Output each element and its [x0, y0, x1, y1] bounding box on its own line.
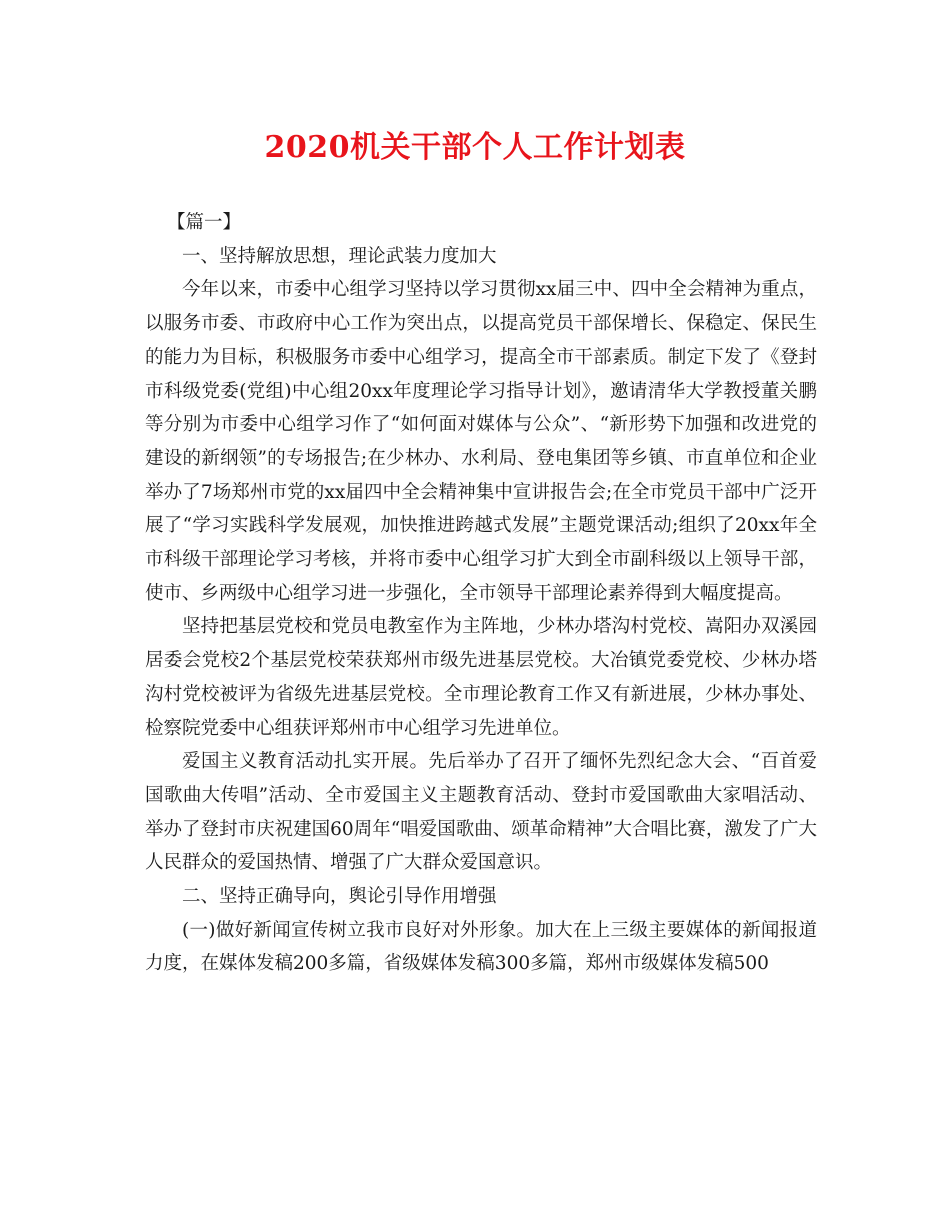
body-paragraph: 爱国主义教育活动扎实开展。先后举办了召开了缅怀先烈纪念大会、“百首爱国歌曲大传唱”活动、全市爱国主义主题教育活动、登封市爱国歌曲大家唱活动、举办了登封市庆祝建国60周年“唱爱国歌曲、颂革命精神”大合唱比赛，激发了广大人民群众的爱国热情、增强了广大群众爱国意识。: [145, 751, 817, 874]
body-paragraph: (一)做好新闻宣传树立我市良好对外形象。加大在上三级主要媒体的新闻报道力度，在媒体发稿200多篇，省级媒体发稿300多篇，郑州市级媒体发稿500: [145, 919, 817, 975]
body-paragraph: 今年以来，市委中心组学习坚持以学习贯彻xx届三中、四中全会精神为重点，以服务市委、市政府中心工作为突出点，以提高党员干部保增长、保稳定、保民生的能力为目标，积极服务市委中心组学习，提高全市干部素质。制定下发了《登封市科级党委(党组)中心组20xx年度理论学习指导计划》，邀请清华大学教授董关鹏等分别为市委中心组学习作了“如何面对媒体与公众”、“新形势下加强和改进党的建设的新纲领”的专场报告;在少林办、水利局、登电集团等乡镇、市直单位和企业举办了7场郑州市党的xx届四中全会精神集中宣讲报告会;在全市党员干部中广泛开展了“学习实践科学发展观，加快推进跨越式发展”主题党课活动;组织了20xx年全市科级干部理论学习考核，并将市委中心组学习扩大到全市副科级以上领导干部，使市、乡两级中心组学习进一步强化，全市领导干部理论素养得到大幅度提高。: [145, 279, 817, 604]
section-label: 【篇一】: [167, 212, 242, 233]
document-title: 2020机关干部个人工作计划表: [264, 130, 686, 165]
section-heading: 一、坚持解放思想，理论武装力度加大: [182, 245, 497, 267]
document-body: [145, 206, 817, 981]
section-heading: 二、坚持正确导向，舆论引导作用增强: [182, 886, 497, 908]
body-paragraph: 坚持把基层党校和党员电教室作为主阵地，少林办塔沟村党校、嵩阳办双溪园居委会党校2个基层党校荣获郑州市级先进基层党校。大冶镇党委党校、少林办塔沟村党校被评为省级先进基层党校。全市理论教育工作又有新进展，少林办事处、检察院党委中心组获评郑州市中心组学习先进单位。: [145, 616, 817, 739]
